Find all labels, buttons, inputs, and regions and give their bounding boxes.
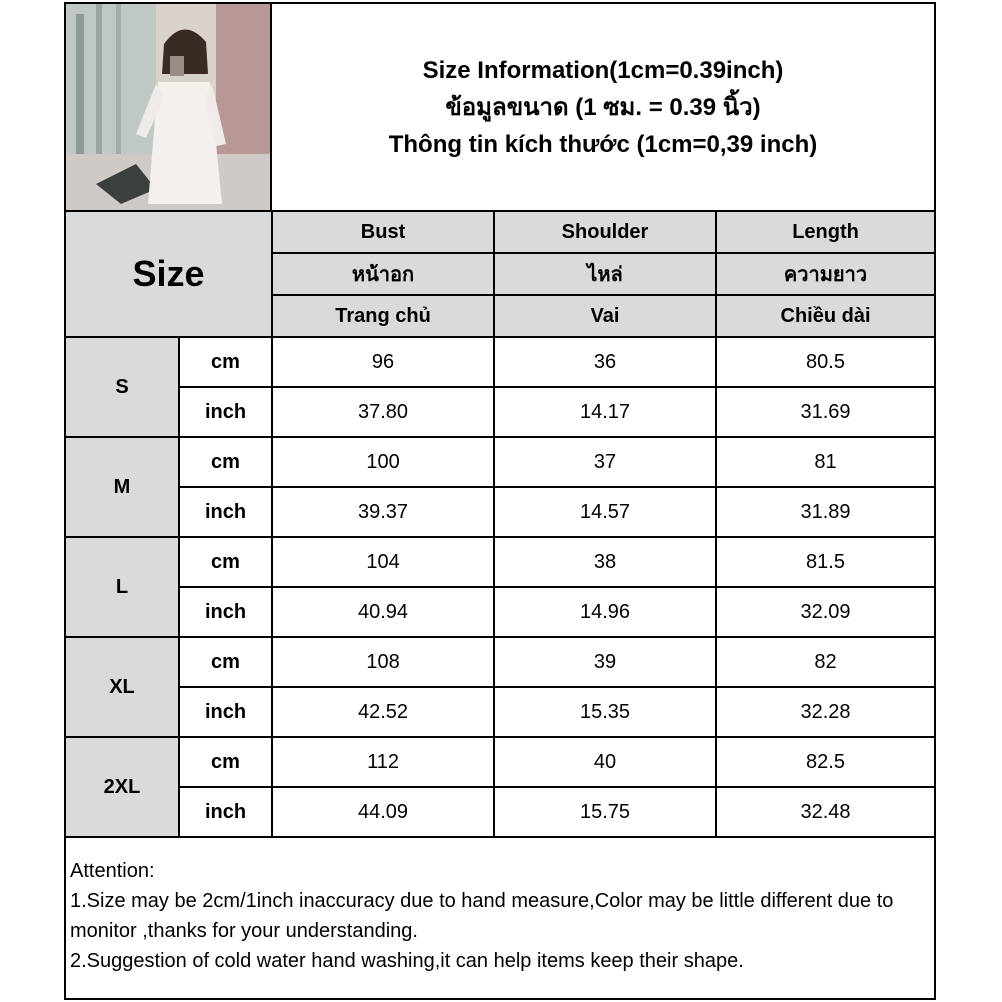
header-row-english bbox=[66, 212, 934, 253]
model-photo-illustration bbox=[66, 4, 270, 210]
col-shoulder-en: Shoulder bbox=[494, 212, 716, 253]
shoulder-value: 14.57 bbox=[494, 487, 716, 537]
length-value: 32.28 bbox=[716, 687, 934, 737]
table-row bbox=[66, 537, 934, 587]
unit-label: cm bbox=[179, 337, 272, 387]
title-vietnamese: Thông tin kích thước (1cm=0,39 inch) bbox=[388, 130, 818, 158]
col-length-en: Length bbox=[716, 212, 934, 253]
col-bust-th: หน้าอก bbox=[272, 253, 494, 295]
length-value: 32.09 bbox=[716, 587, 934, 637]
size-table bbox=[66, 212, 934, 838]
length-value: 82 bbox=[716, 637, 934, 687]
bust-value: 100 bbox=[272, 437, 494, 487]
size-header: Size bbox=[66, 212, 272, 337]
unit-label: inch bbox=[179, 687, 272, 737]
table-row bbox=[66, 437, 934, 487]
bust-value: 96 bbox=[272, 337, 494, 387]
shoulder-value: 38 bbox=[494, 537, 716, 587]
shoulder-value: 36 bbox=[494, 337, 716, 387]
length-value: 81 bbox=[716, 437, 934, 487]
col-bust-vi: Trang chủ bbox=[272, 295, 494, 337]
bust-value: 40.94 bbox=[272, 587, 494, 637]
length-value: 32.48 bbox=[716, 787, 934, 837]
size-label-l: L bbox=[66, 537, 179, 637]
size-label-m: M bbox=[66, 437, 179, 537]
table-row bbox=[66, 587, 934, 637]
bust-value: 44.09 bbox=[272, 787, 494, 837]
shoulder-value: 15.75 bbox=[494, 787, 716, 837]
col-bust-en: Bust bbox=[272, 212, 494, 253]
col-length-th: ความยาว bbox=[716, 253, 934, 295]
table-row bbox=[66, 487, 934, 537]
table-row bbox=[66, 737, 934, 787]
unit-label: cm bbox=[179, 737, 272, 787]
shoulder-value: 40 bbox=[494, 737, 716, 787]
unit-label: inch bbox=[179, 587, 272, 637]
bust-value: 112 bbox=[272, 737, 494, 787]
shoulder-value: 39 bbox=[494, 637, 716, 687]
bust-value: 42.52 bbox=[272, 687, 494, 737]
unit-label: cm bbox=[179, 437, 272, 487]
size-label-xl: XL bbox=[66, 637, 179, 737]
size-label-2xl: 2XL bbox=[66, 737, 179, 837]
product-photo bbox=[66, 4, 272, 212]
shoulder-value: 14.17 bbox=[494, 387, 716, 437]
note-2: 2.Suggestion of cold water hand washing,it can help items keep their shape. bbox=[70, 950, 744, 972]
shoulder-value: 14.96 bbox=[494, 587, 716, 637]
title-english: Size Information(1cm=0.39inch) bbox=[422, 56, 784, 84]
notes-heading: Attention: bbox=[70, 860, 155, 882]
unit-label: cm bbox=[179, 637, 272, 687]
length-value: 31.89 bbox=[716, 487, 934, 537]
length-value: 31.69 bbox=[716, 387, 934, 437]
bust-value: 108 bbox=[272, 637, 494, 687]
unit-label: cm bbox=[179, 537, 272, 587]
table-row bbox=[66, 337, 934, 387]
unit-label: inch bbox=[179, 787, 272, 837]
shoulder-value: 15.35 bbox=[494, 687, 716, 737]
title-thai: ข้อมูลขนาด (1 ซม. = 0.39 นิ้ว) bbox=[445, 93, 761, 121]
bust-value: 37.80 bbox=[272, 387, 494, 437]
table-row bbox=[66, 687, 934, 737]
col-length-vi: Chiều dài bbox=[716, 295, 934, 337]
unit-label: inch bbox=[179, 387, 272, 437]
bust-value: 39.37 bbox=[272, 487, 494, 537]
length-value: 81.5 bbox=[716, 537, 934, 587]
col-shoulder-vi: Vai bbox=[494, 295, 716, 337]
col-shoulder-th: ไหล่ bbox=[494, 253, 716, 295]
table-row bbox=[66, 787, 934, 837]
shoulder-value: 37 bbox=[494, 437, 716, 487]
title-block bbox=[272, 4, 934, 212]
size-chart bbox=[64, 2, 936, 1000]
length-value: 82.5 bbox=[716, 737, 934, 787]
size-label-s: S bbox=[66, 337, 179, 437]
table-row bbox=[66, 637, 934, 687]
table-row bbox=[66, 387, 934, 437]
note-1: 1.Size may be 2cm/1inch inaccuracy due to hand measure,Color may be little different due to monitor ,thanks for your understanding. bbox=[70, 890, 894, 942]
unit-label: inch bbox=[179, 487, 272, 537]
length-value: 80.5 bbox=[716, 337, 934, 387]
bust-value: 104 bbox=[272, 537, 494, 587]
attention-notes bbox=[66, 854, 934, 998]
